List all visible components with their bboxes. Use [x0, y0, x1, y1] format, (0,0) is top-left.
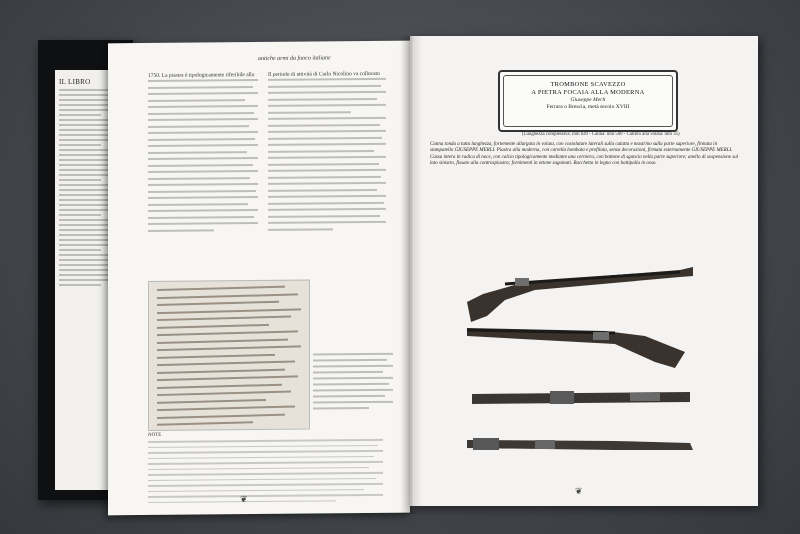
back-page-heading: IL LIBRO	[59, 78, 91, 86]
gutter-shadow	[400, 36, 422, 514]
blunderbuss-photo-3	[470, 388, 690, 408]
blunderbuss-photo-2	[465, 326, 695, 374]
open-magazine	[108, 36, 758, 514]
running-head: antiche armi da fuoco italiane	[258, 55, 331, 63]
right-text-column	[268, 71, 386, 235]
left-page	[108, 41, 410, 516]
dimensions-line: (Lunghezza complessiva: mm 820 - Canna: mm 500 - Calibro alla volata: mm 35)	[522, 132, 680, 137]
right-page	[410, 36, 758, 506]
handwritten-document-image	[148, 280, 310, 431]
blunderbuss-photo-4	[465, 434, 695, 456]
col2-opening: Il periodo di attività di Carlo Nicolino va collocato	[268, 70, 380, 78]
page-ornament-right: ❦	[575, 486, 583, 496]
origin-line: Ferrara o Brescia, metà secolo XVIII	[546, 104, 630, 110]
footnotes	[148, 439, 383, 507]
col1-opening: 1750. La piastra è tipologicamente riferibile alla	[148, 72, 255, 79]
blunderbuss-photo-1	[465, 264, 695, 324]
page-ornament-left: ❦	[240, 494, 248, 505]
image-caption	[313, 353, 393, 414]
notes-label: NOTE	[148, 432, 162, 438]
title-line-1: TROMBONE SCAVEZZO	[550, 81, 626, 88]
back-book-page	[55, 70, 115, 490]
title-line-2: A PIETRA FOCAIA ALLA MODERNA	[531, 89, 645, 96]
title-cartouche	[498, 70, 678, 132]
description-text: Canna tonda a tutta lunghezza, fortemente allargata in volata, con costolature laterali sulla culatta e mastrino sulla parte superiore, firmata in stampatello GIUSEPPE MERLI. Piastra alla moderna, con cartella bombata e profilata, senza decorazioni, firmata esternamente GIUSEPPE MERLI. Cassa intera in radica di noce, con calcio tipologicamente mediante una cerniera, con bottone di sgancio nella parte superiore; anello di sospensione sul lato sinistro, fissato alla controspiastra; fornimenti in ottone sagomati. Bacchetta in legno con battipalla in osso.	[430, 142, 739, 167]
maker-name: Giuseppe Merli	[570, 97, 606, 103]
left-text-column	[148, 72, 258, 236]
